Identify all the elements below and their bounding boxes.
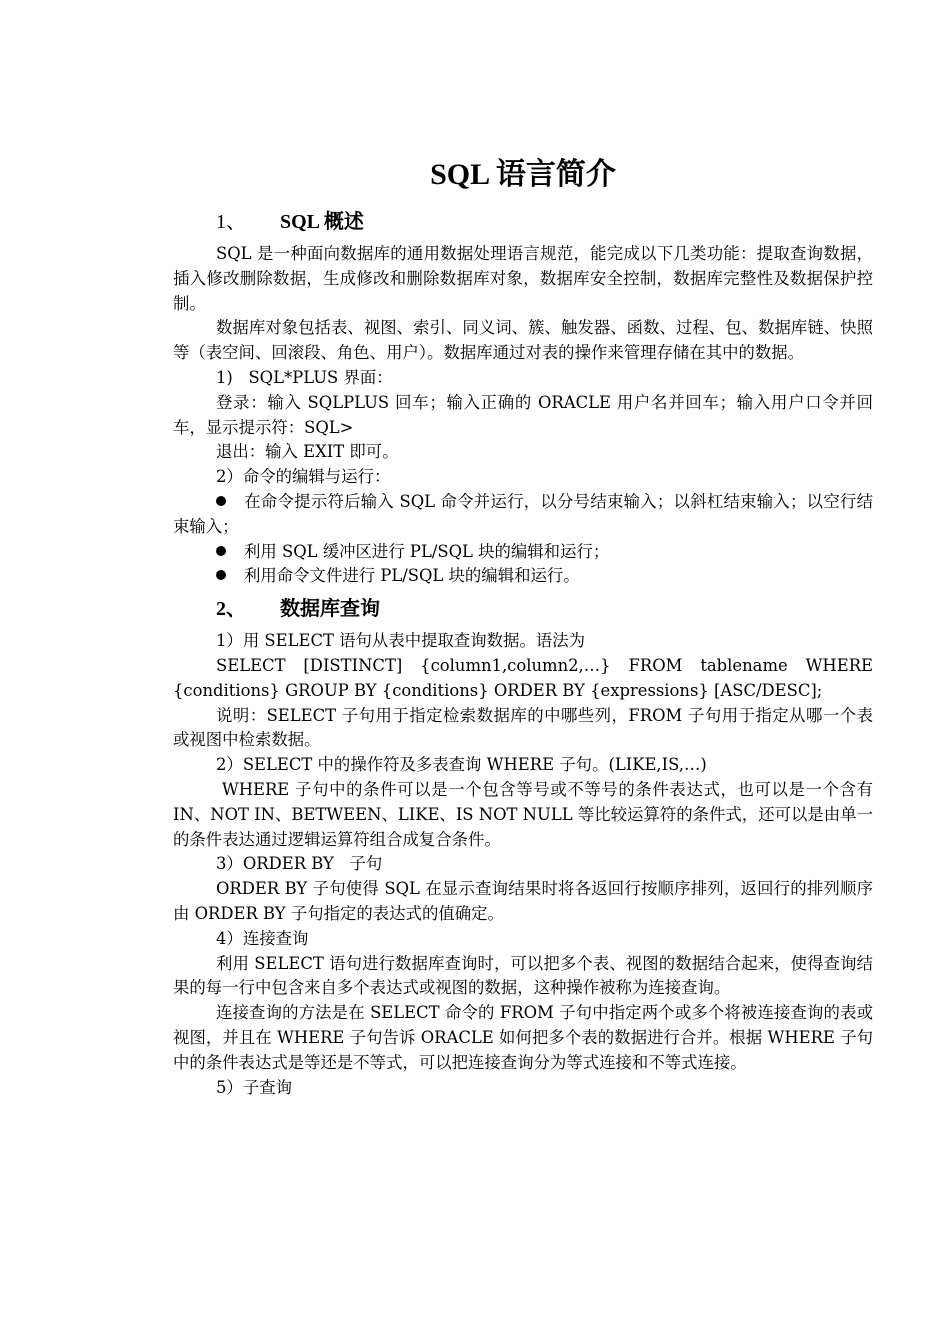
paragraph: 1）用 SELECT 语句从表中提取查询数据。语法为 — [216, 631, 586, 651]
bullet-item — [173, 540, 873, 565]
paragraph: 说明：SELECT 子句用于指定检索数据库的中哪些列，FROM 子句用于指定从哪一个表或视图中检索数据。 — [173, 705, 873, 750]
section-number: 2、 — [216, 598, 246, 621]
paragraph: ORDER BY 子句使得 SQL 在显示查询结果时将各返回行按顺序排列，返回行的排列顺序由 ORDER BY 子句指定的表达式的值确定。 — [173, 879, 873, 923]
bullet-item — [173, 490, 873, 540]
document-title: SQL 语言简介 — [430, 158, 616, 191]
bullet-dot-icon — [216, 496, 226, 506]
paragraph: 4）连接查询 — [216, 928, 309, 948]
section-heading-query — [173, 593, 873, 625]
paragraph: SQL 是一种面向数据库的通用数据处理语言规范，能完成以下几类功能：提取查询数据，插入修改删除数据，生成修改和删除数据库对象，数据库安全控制，数据库完整性及数据保护控制。 — [173, 244, 873, 313]
bullet-item — [173, 564, 873, 589]
bullet-text: 在命令提示符后输入 SQL 命令并运行，以分号结束输入；以斜杠结束输入；以空行结束输入； — [173, 491, 873, 536]
paragraph: 连接查询的方法是在 SELECT 命令的 FROM 子句中指定两个或多个将被连接查询的表或视图，并且在 WHERE 子句告诉 ORACLE 如何把多个表的数据进行合并。根据 WHERE 子句中的条件表达式是等还是不等式，可以把连接查询分为等式连接和不等式连接。 — [173, 1003, 873, 1072]
paragraph: 利用 SELECT 语句进行数据库查询时，可以把多个表、视图的数据结合起来，使得查询结果的每一行中包含来自多个表达式或视图的数据，这种操作被称为连接查询。 — [173, 953, 873, 998]
section-title: SQL 概述 — [280, 211, 364, 233]
section-heading-overview — [173, 206, 873, 238]
paragraph: 2）SELECT 中的操作符及多表查询 WHERE 子句。(LIKE,IS,…) — [216, 755, 707, 775]
bullet-dot-icon — [216, 546, 226, 556]
paragraph: 3）ORDER BY 子句 — [216, 854, 383, 874]
paragraph: 5）子查询 — [216, 1077, 292, 1097]
paragraph: 登录：输入 SQLPLUS 回车；输入正确的 ORACLE 用户名并回车；输入用户口令并回车，显示提示符：SQL> — [173, 392, 873, 437]
section-number: 1、 — [216, 211, 246, 233]
paragraph: 1) SQL*PLUS 界面： — [216, 367, 393, 387]
document-page — [173, 150, 879, 1100]
paragraph: 退出：输入 EXIT 即可。 — [216, 442, 399, 462]
paragraph: SELECT [DISTINCT] {column1,column2,…} FROM tablename WHERE {conditions} GROUP BY {conditions} ORDER BY {expressions} [ASC/DESC]; — [173, 655, 873, 700]
paragraph: WHERE 子句中的条件可以是一个包含等号或不等号的条件表达式，也可以是一个含有 IN、NOT IN、BETWEEN、LIKE、IS NOT NULL 等比较运算符的条件式，还可以是由单一的条件表达通过逻辑运算符组合成复合条件。 — [173, 779, 879, 849]
paragraph: 2）命令的编辑与运行： — [216, 467, 391, 487]
section-title: 数据库查询 — [280, 598, 380, 621]
bullet-dot-icon — [216, 570, 226, 580]
bullet-text: 利用命令文件进行 PL/SQL 块的编辑和运行。 — [244, 566, 580, 586]
paragraph: 数据库对象包括表、视图、索引、同义词、簇、触发器、函数、过程、包、数据库链、快照等（表空间、回滚段、角色、用户）。数据库通过对表的操作来管理存储在其中的数据。 — [173, 318, 873, 363]
bullet-text: 利用 SQL 缓冲区进行 PL/SQL 块的编辑和运行； — [244, 541, 610, 561]
